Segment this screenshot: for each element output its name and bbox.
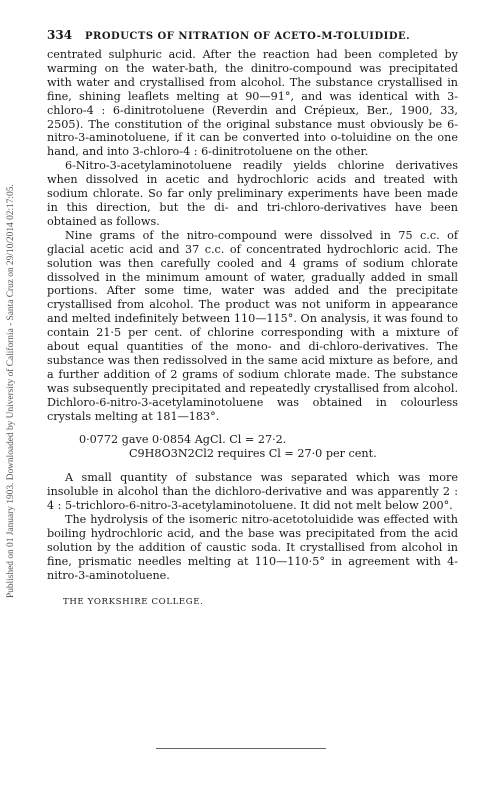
body-paragraph: The hydrolysis of the isomeric nitro-acetotoluidide was effected with boiling hydrochloric acid, and the base was precipitated from the acid solution by the addition of caustic soda. It crystallised from alcohol in fine, prismatic needles melting at 110—110·5° in agreement with 4-nitro-3-aminotoluene. bbox=[47, 513, 458, 582]
body-paragraph: A small quantity of substance was separated which was more insoluble in alcohol than the dichloro-derivative and was apparently 2 : 4 : 5-trichloro-6-nitro-3-acetylaminotoluene. It did not melt below 200°. bbox=[47, 471, 458, 513]
analysis-result: 0·0772 gave 0·0854 AgCl. Cl = 27·2. bbox=[79, 433, 287, 447]
journal-page bbox=[47, 28, 458, 607]
end-rule bbox=[156, 748, 326, 749]
body-paragraph: centrated sulphuric acid. After the reaction had been completed by warming on the water-bath, the dinitro-compound was precipitated with water and crystallised from alcohol. The substance crystallised in fine, shining leaflets melting at 90—91°, and was identical with 3-chloro-4 : 6-dinitrotoluene (Reverdin and Crépieux, Ber., 1900, 33, 2505). The constitution of the original substance must obviously be 6-nitro-3-aminotoluene, if it can be converted into o-toluidine on the one hand, and into 3-chloro-4 : 6-dinitrotoluene on the other. bbox=[47, 48, 458, 159]
running-title: PRODUCTS OF NITRATION OF ACETO-M-TOLUIDIDE. bbox=[85, 31, 411, 42]
body-paragraph: Nine grams of the nitro-compound were dissolved in 75 c.c. of glacial acetic acid and 37 c.c. of concentrated hydrochloric acid. The solution was then carefully cooled and 4 grams of sodium chlorate dissolved in the minimum amount of water, gradually added in small portions. After some time, water was added and the precipitate crystallised from alcohol. The product was not uniform in appearance and melted indefinitely between 110—115°. On analysis, it was found to contain 21·5 per cent. of chlorine corresponding with a mixture of about equal quantities of the mono- and di-chloro-derivatives. The substance was then redissolved in the same acid mixture as before, and a further addition of 2 grams of sodium chlorate made. The substance was subsequently precipitated and repeatedly crystallised from alcohol. Dichloro-6-nitro-3-acetylaminotoluene was obtained in colourless crystals melting at 181—183°. bbox=[47, 228, 458, 423]
running-header bbox=[47, 28, 458, 46]
download-margin-text: Published on 01 January 1903. Downloaded by University of California - Santa Cruz on 29/10/2014 02:17:05. bbox=[6, 184, 16, 598]
analysis-block bbox=[47, 433, 458, 461]
page-number: 334 bbox=[47, 28, 73, 42]
download-margin-note bbox=[6, 38, 20, 598]
affiliation: THE YORKSHIRE COLLEGE. bbox=[63, 596, 204, 607]
analysis-formula: C9H8O3N2Cl2 requires Cl = 27·0 per cent. bbox=[129, 447, 377, 461]
body-paragraph: 6-Nitro-3-acetylaminotoluene readily yields chlorine derivatives when dissolved in acetic and hydrochloric acids and treated with sodium chlorate. So far only preliminary experiments have been made in this direction, but the di- and tri-chloro-derivatives have been obtained as follows. bbox=[47, 159, 458, 228]
